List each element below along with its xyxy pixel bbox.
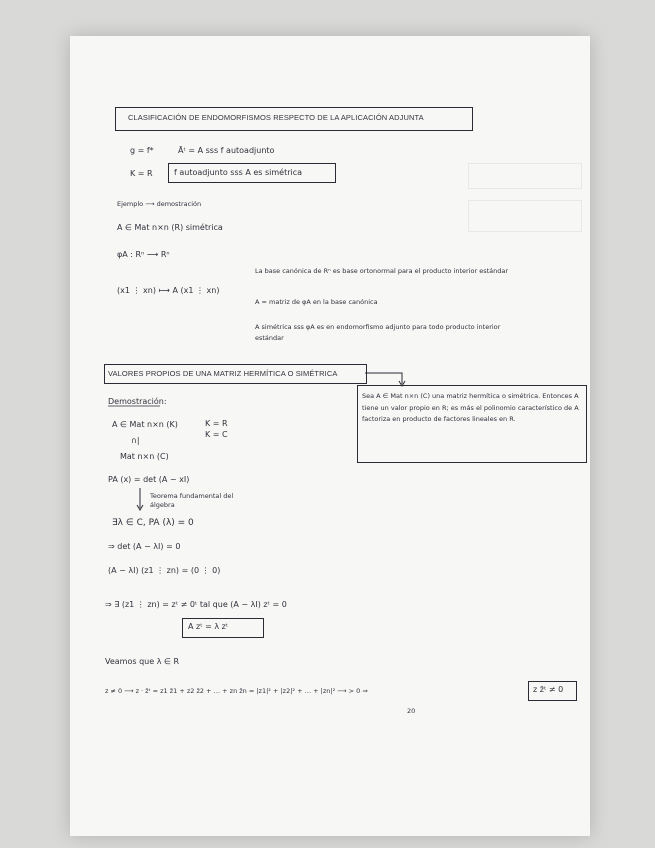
section1-title: CLASIFICACIÓN DE ENDOMORFISMOS RESPECTO DE LA APLICACIÓN ADJUNTA	[128, 113, 424, 122]
linear-system: (A − λI) (z1 ⋮ zn) = (0 ⋮ 0)	[108, 566, 221, 575]
page-number: 20	[407, 707, 416, 715]
note-canonical-basis: La base canónica de Rⁿ es base ortonormal para el producto interior estándar	[255, 267, 509, 275]
eigenvalue-exists: ∃λ ∈ C, PA (λ) = 0	[112, 518, 194, 528]
ejemplo-label: Ejemplo ⟶ demostración	[117, 200, 202, 208]
norm-computation: z ≠ 0 ⟶ z · z̄ᵗ = z1 z̄1 + z2 z̄2 + … + zn z̄n = |z1|² + |z2|² + … + |zn|² ⟶ > 0 ⇒	[105, 687, 368, 695]
eigen-equation: A zᵗ = λ zᵗ	[188, 622, 229, 631]
fundamental-theorem: Teorema fundamental del álgebra	[150, 492, 234, 509]
claim-real: Veamos que λ ∈ R	[105, 657, 180, 666]
demo-label: Demostración:	[108, 397, 167, 406]
theorem-text: Sea A ∈ Mat n×n (C) una matriz hermítica o simétrica. Entonces A tiene un valor propio en R; es más el polinomio característico de A factoriza en producto de factores lineales en R.	[362, 392, 579, 423]
line2-left: K = R	[130, 169, 153, 178]
section2-title: VALORES PROPIOS DE UNA MATRIZ HERMÍTICA O SIMÉTRICA	[108, 369, 338, 378]
demo-subset: ∩|	[131, 436, 140, 445]
line2-right: f autoadjunto sss A es simétrica	[174, 168, 303, 177]
map-definition: φA : Rⁿ ⟶ Rⁿ	[117, 250, 170, 259]
line1-right: Āᵗ = A sss f autoadjunto	[178, 146, 275, 155]
demo-field-r: K = R	[205, 419, 228, 428]
char-polynomial: PA (x) = det (A − xI)	[108, 475, 190, 484]
line1-left: g = f*	[130, 146, 154, 155]
det-zero: ⇒ det (A − λI) = 0	[108, 542, 181, 551]
vector-map: (x1 ⋮ xn) ⟼ A (x1 ⋮ xn)	[117, 286, 220, 295]
eigenvector-exists: ⇒ ∃ (z1 ⋮ zn) = zᵗ ≠ 0ᵗ tal que (A − λI) zᵗ = 0	[105, 600, 287, 609]
note-matrix: A = matriz de φA en la base canónica	[255, 298, 378, 306]
norm-result: z z̄ᵗ ≠ 0	[533, 685, 564, 694]
note-symmetric: A simétrica sss φA es en endomorfismo adjunto para todo producto interior estándar	[255, 323, 501, 342]
matrix-set: A ∈ Mat n×n (R) simétrica	[117, 223, 223, 232]
demo-field-c: K = C	[205, 430, 228, 439]
demo-set: A ∈ Mat n×n (K)	[112, 420, 178, 429]
demo-complex-set: Mat n×n (C)	[120, 452, 169, 461]
